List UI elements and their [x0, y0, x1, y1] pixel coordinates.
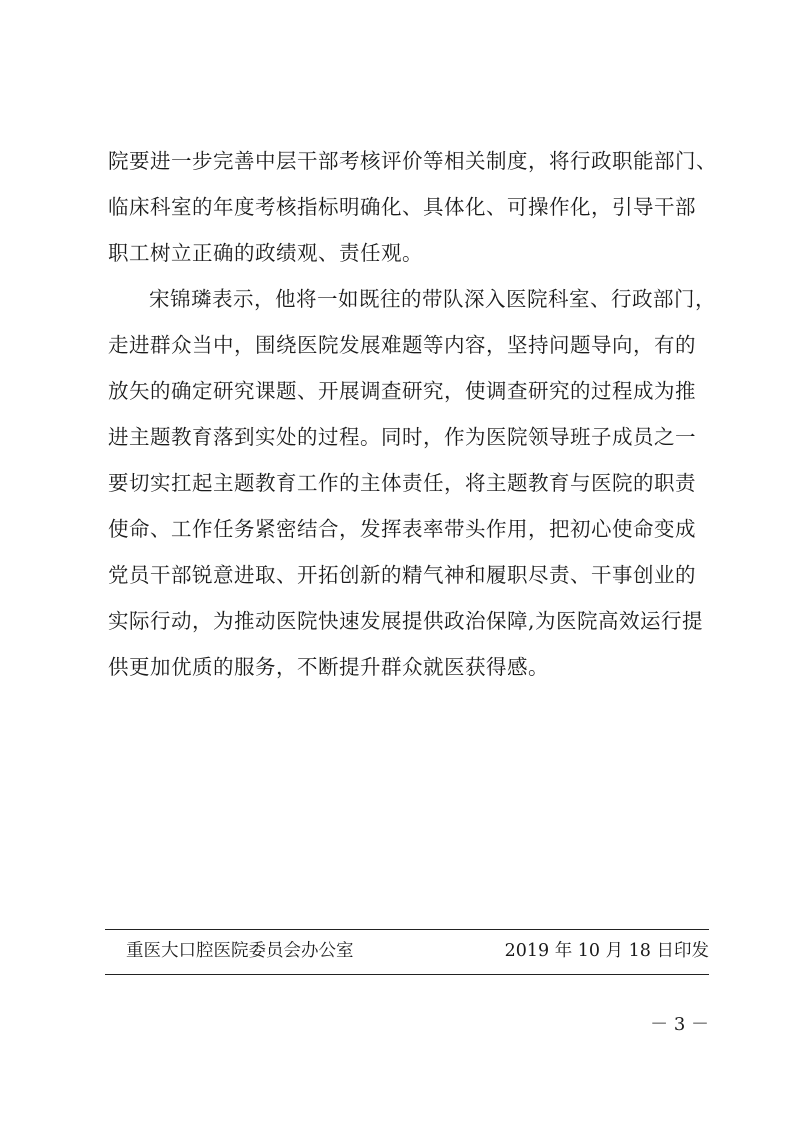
- text-line: 实际行动，为推动医院快速发展提供政治保障,为医院高效运行提: [108, 609, 704, 633]
- footer-date: 2019 年 10 月 18 日印发: [504, 941, 709, 961]
- text-line: 临床科室的年度考核指标明确化、具体化、可操作化，引导干部: [108, 195, 696, 219]
- text-line: 供更加优质的服务，不断提升群众就医获得感。: [108, 655, 549, 679]
- text-line: 职工树立正确的政绩观、责任观。: [108, 241, 423, 265]
- text-line: 走进群众当中，围绕医院发展难题等内容，坚持问题导向，有的: [108, 333, 696, 357]
- text-line: 要切实扛起主题教育工作的主体责任，将主题教育与医院的职责: [108, 471, 696, 495]
- text-line: 放矢的确定研究课题、开展调查研究，使调查研究的过程成为推: [108, 379, 696, 403]
- text-line: 使命、工作任务紧密结合，发挥表率带头作用，把初心使命变成: [108, 517, 696, 541]
- text-line: 院要进一步完善中层干部考核评价等相关制度，将行政职能部门、: [108, 149, 717, 173]
- page-number: － 3 －: [650, 1014, 709, 1035]
- footer-top-rule: [105, 929, 709, 930]
- text-line: 进主题教育落到实处的过程。同时，作为医院领导班子成员之一: [108, 425, 696, 449]
- text-line: 党员干部锐意进取、开拓创新的精气神和履职尽责、干事创业的: [108, 563, 696, 587]
- footer-bottom-rule: [105, 974, 709, 975]
- footer-issuer: 重医大口腔医院委员会办公室: [126, 941, 354, 961]
- text-line: 宋锦璘表示，他将一如既往的带队深入医院科室、行政部门，: [149, 287, 716, 311]
- body-text: [108, 138, 717, 690]
